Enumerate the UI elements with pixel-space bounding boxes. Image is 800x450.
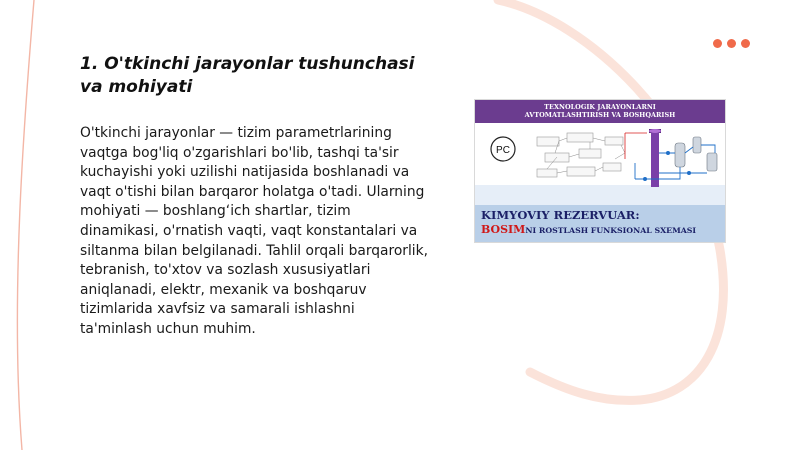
- caption-highlight: BOSIM: [481, 223, 526, 236]
- figure-banner: [475, 100, 725, 123]
- dot-icon: [741, 39, 750, 48]
- slide-body: O'tkinchi jarayonlar — tizim parametrlarining vaqtga bog'liq o'zgarishlari bo'lib, tashqi ta'sir kuchayishi yoki uzilishi natijasida boshlanadi va vaqt o'tishi bilan barqaror holatga o'tadi. Ularning mohiyati — boshlang‘ich shartlar, tizim dinamikasi, o'rnatish vaqti, vaqt konstantalari va siltanma bilan belgilanadi. Tahlil orqali barqarorlik, tebranish, to'xtov va sozlash xususiyatlari aniqlanadi, elektr, mexanik va boshqaruv tizimlarida xavfsiz va samarali ishlashni ta'minlash uchun muhim.: [80, 125, 429, 337]
- process-diagram-image: [474, 99, 726, 243]
- figure-caption: [475, 205, 725, 242]
- dot-icon: [727, 39, 736, 48]
- slide-title: 1. O'tkinchi jarayonlar tushunchasi va mohiyati: [80, 54, 415, 97]
- banner-line-2: AVTOMATLASHTIRISH VA BOSHQARISH: [524, 111, 676, 119]
- menu-dots[interactable]: [713, 39, 750, 48]
- dot-icon: [713, 39, 722, 48]
- functional-scheme-drawing: [475, 123, 725, 205]
- banner-line-1: TEXNOLOGIK JARAYONLARNI: [544, 103, 656, 111]
- caption-rest: NI ROSTLASH FUNKSIONAL SXEMASI: [525, 226, 697, 235]
- pc-badge: PC: [496, 145, 510, 156]
- caption-line-2: [481, 223, 725, 237]
- caption-line-1: KIMYOVIY REZERVUAR:: [481, 208, 640, 222]
